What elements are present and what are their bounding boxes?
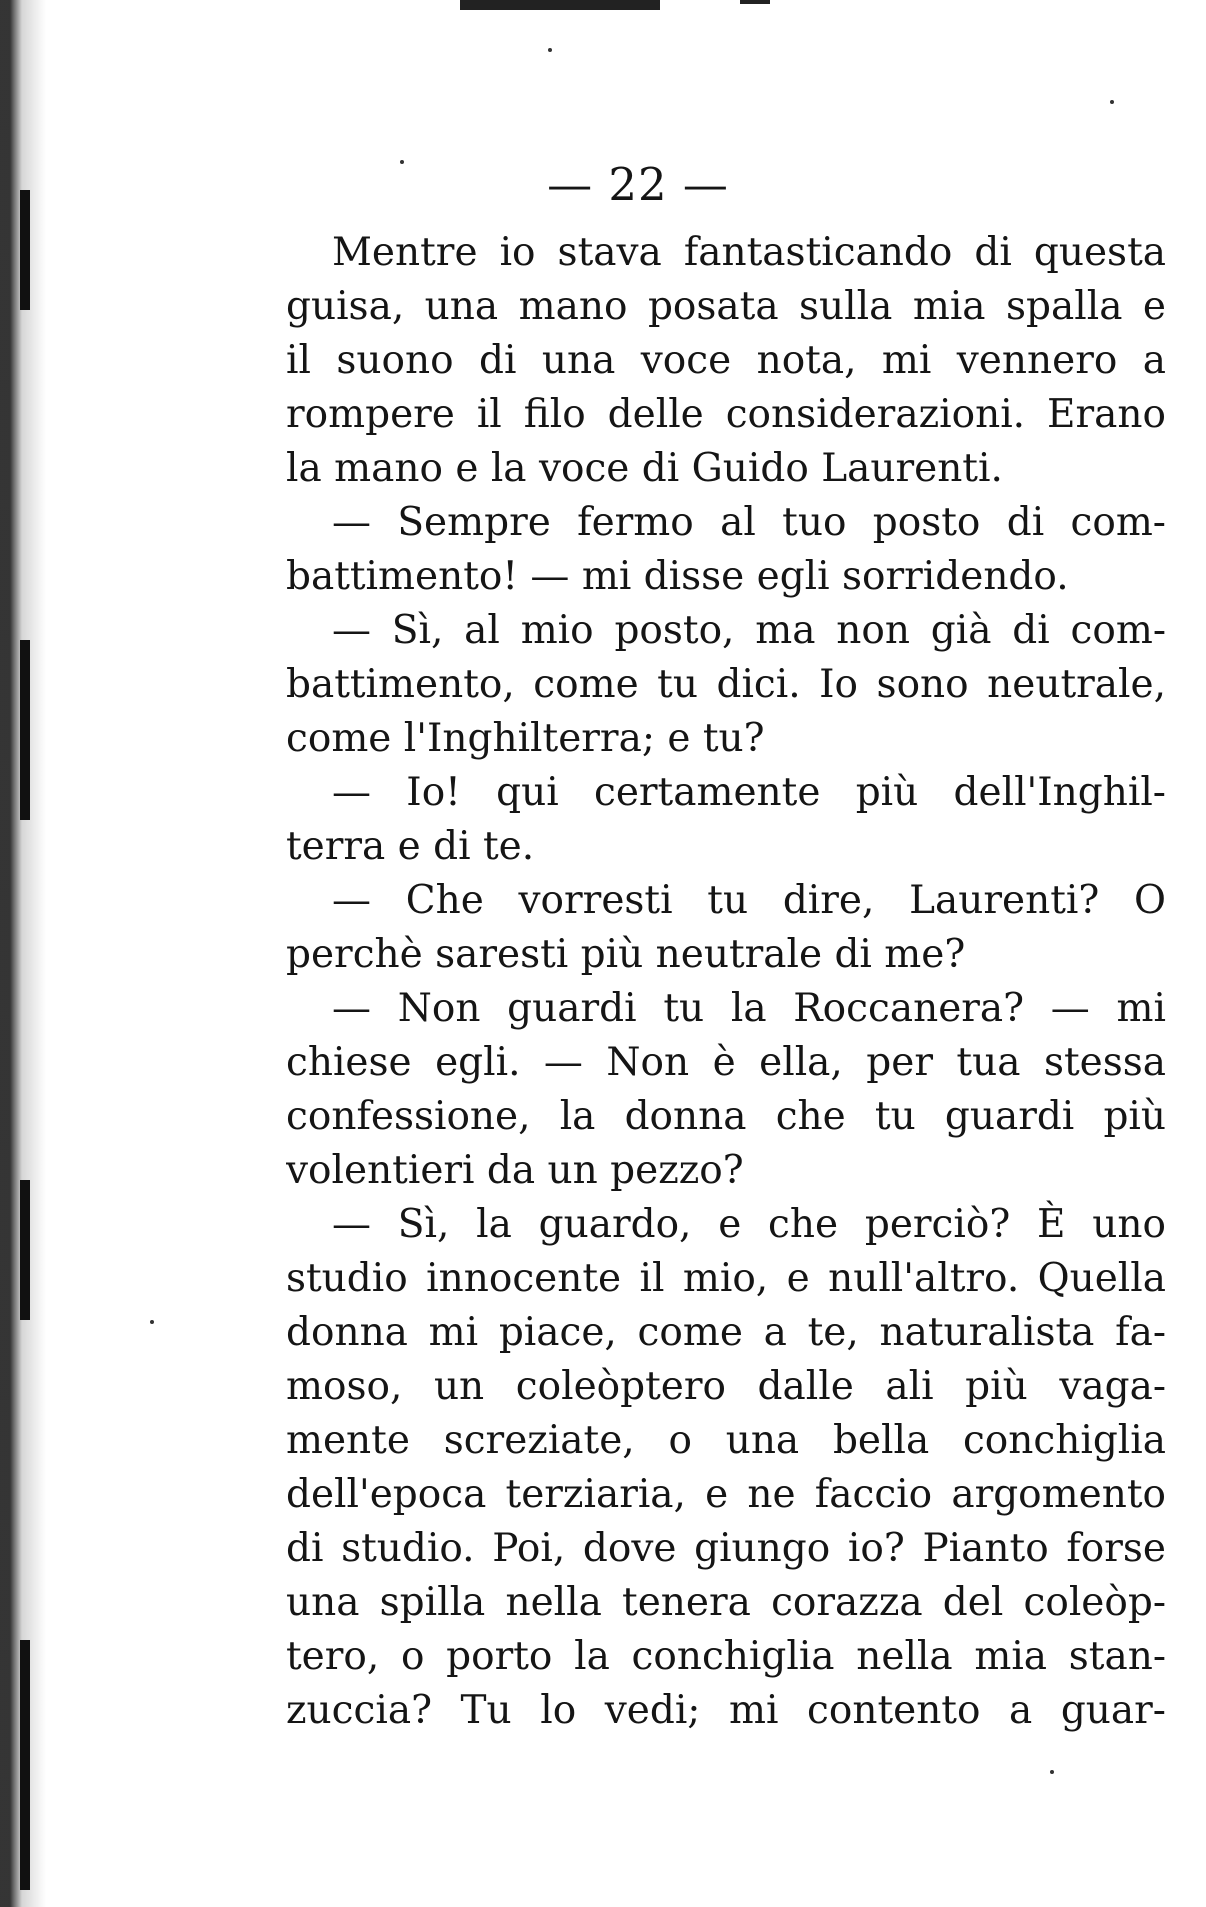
text-line: rompere il filo delle considerazioni. Erano <box>286 392 1166 437</box>
text-line: una spilla nella tenera corazza del coleòp- <box>286 1580 1166 1625</box>
text-line: zuccia? Tu lo vedi; mi contento a guar- <box>286 1688 1166 1733</box>
text-line: battimento, come tu dici. Io sono neutrale, <box>286 662 1166 707</box>
binding-mark <box>20 1180 30 1320</box>
scan-speck <box>1050 1770 1054 1774</box>
text-line: di studio. Poi, dove giungo io? Pianto forse <box>286 1526 1166 1571</box>
text-line: il suono di una voce nota, mi vennero a <box>286 338 1166 383</box>
text-line: la mano e la voce di Guido Laurenti. <box>286 446 1003 491</box>
text-line: mente screziate, o una bella conchiglia <box>286 1418 1166 1463</box>
text-line: volentieri da un pezzo? <box>286 1148 744 1193</box>
text-line: — Non guardi tu la Roccanera? — mi <box>332 986 1166 1031</box>
text-line: confessione, la donna che tu guardi più <box>286 1094 1166 1139</box>
binding-mark <box>20 640 30 820</box>
text-line: chiese egli. — Non è ella, per tua stessa <box>286 1040 1166 1085</box>
body-text <box>286 226 1166 1738</box>
scan-speck <box>548 48 552 52</box>
text-line: battimento! — mi disse egli sorridendo. <box>286 554 1069 599</box>
text-line: Mentre io stava fantasticando di questa <box>332 230 1166 275</box>
text-line: — Io! qui certamente più dell'Inghil- <box>332 770 1166 815</box>
text-line: dell'epoca terziaria, e ne faccio argomento <box>286 1472 1166 1517</box>
text-line: — Sì, la guardo, e che perciò? È uno <box>332 1202 1166 1247</box>
text-line: come l'Inghilterra; e tu? <box>286 716 765 761</box>
binding-mark <box>20 1640 30 1890</box>
scan-smudge <box>460 0 660 10</box>
text-line: guisa, una mano posata sulla mia spalla e <box>286 284 1166 329</box>
text-line: perchè saresti più neutrale di me? <box>286 932 966 977</box>
text-line: — Sempre fermo al tuo posto di com- <box>332 500 1166 545</box>
scan-speck <box>150 1320 154 1324</box>
text-line: studio innocente il mio, e null'altro. Quella <box>286 1256 1166 1301</box>
scan-speck <box>1110 100 1114 104</box>
text-line: tero, o porto la conchiglia nella mia stan- <box>286 1634 1166 1679</box>
text-line: — Sì, al mio posto, ma non già di com- <box>332 608 1166 653</box>
text-line: moso, un coleòptero dalle ali più vaga- <box>286 1364 1166 1409</box>
page-number: — 22 — <box>547 158 729 211</box>
text-line: — Che vorresti tu dire, Laurenti? O <box>332 878 1166 923</box>
text-line: terra e di te. <box>286 824 535 869</box>
scan-smudge <box>740 0 770 4</box>
text-line: donna mi piace, come a te, naturalista fa- <box>286 1310 1166 1355</box>
